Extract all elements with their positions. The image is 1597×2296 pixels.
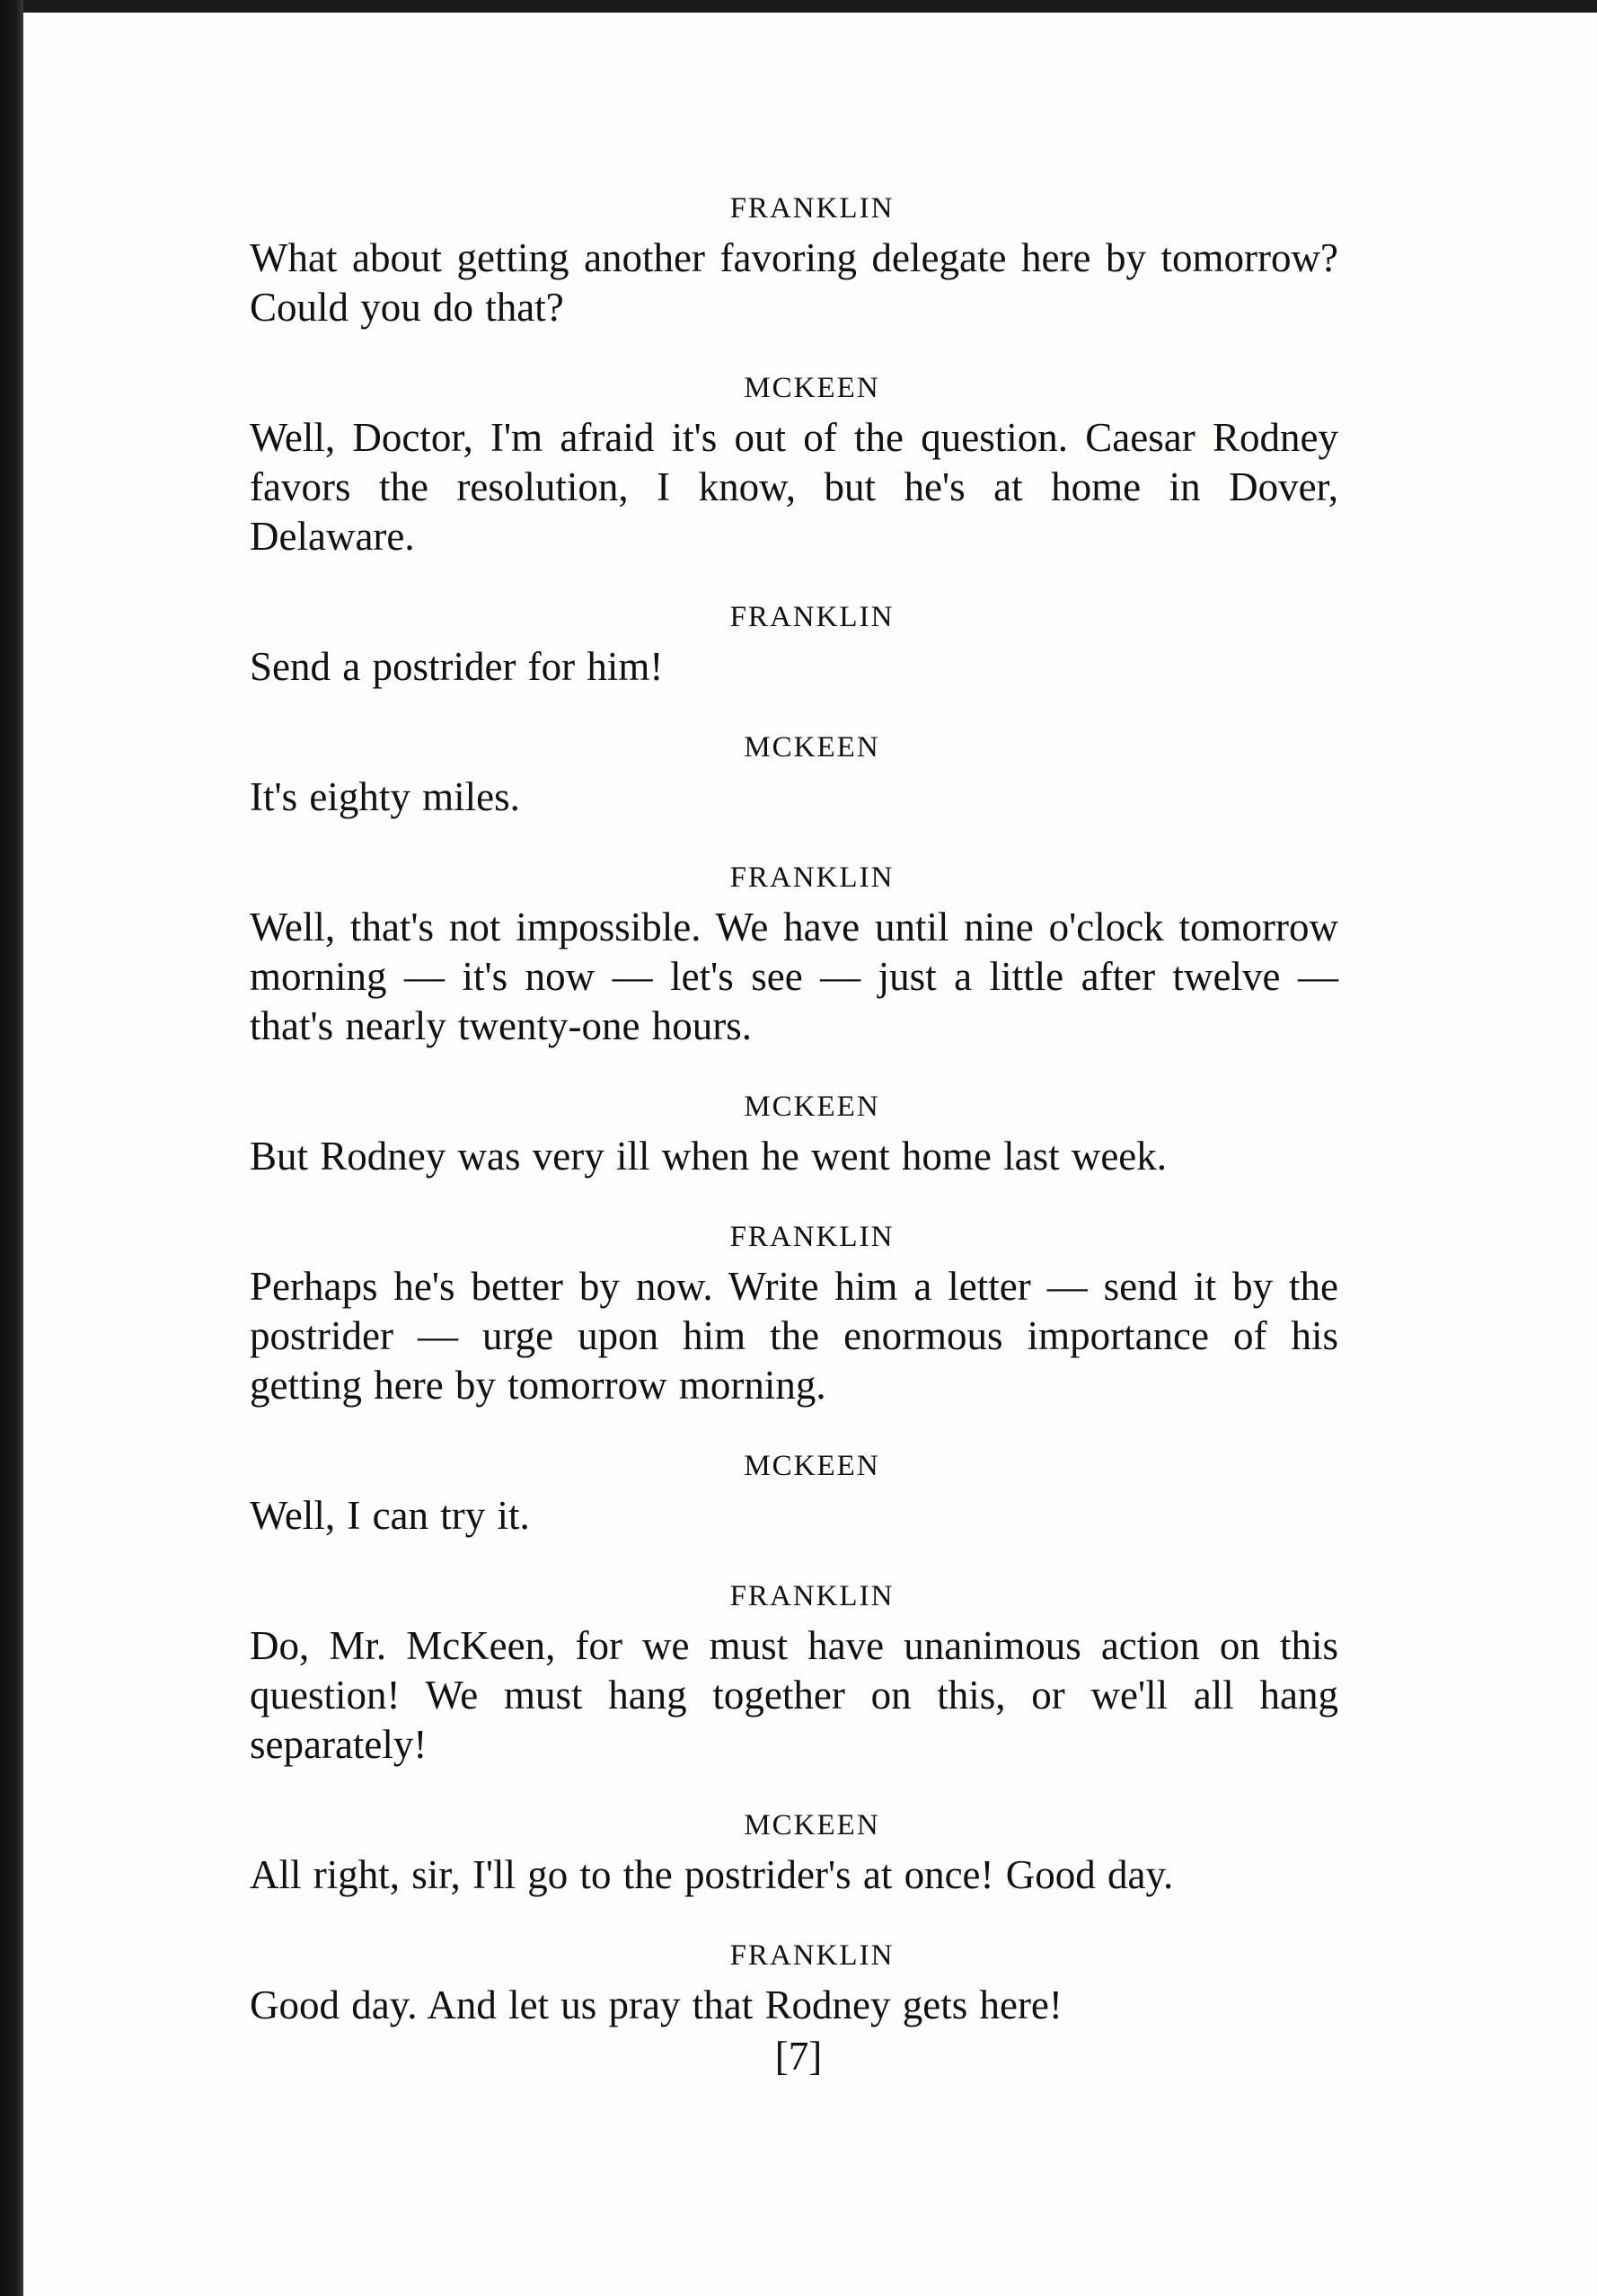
speaker-name: FRANKLIN <box>729 192 895 225</box>
left-scan-edge <box>0 0 23 2296</box>
dialogue-line: It's eighty miles. <box>250 774 520 819</box>
dialogue-line: But Rodney was very ill when he went home last week. <box>250 1134 1168 1179</box>
speaker-name: MCKEEN <box>744 372 880 404</box>
speaker-name: MCKEEN <box>744 731 880 764</box>
speaker-name: FRANKLIN <box>729 1221 895 1253</box>
speaker-name: MCKEEN <box>744 1450 880 1482</box>
speaker-name: FRANKLIN <box>729 861 895 894</box>
top-scan-edge <box>0 0 1597 13</box>
dialogue-line: Well, I can try it. <box>250 1493 530 1538</box>
speaker-name: MCKEEN <box>744 1091 880 1123</box>
speaker-name: FRANKLIN <box>729 1939 895 1972</box>
dialogue-line: Good day. And let us pray that Rodney gets here! <box>250 1983 1063 2027</box>
dialogue-line: Do, Mr. McKeen, for we must have unanimous action on this question! We must hang together on this, or we'll all hang separately! <box>250 1623 1338 1767</box>
dialogue-line: All right, sir, I'll go to the postrider's at once! Good day. <box>250 1852 1174 1897</box>
speaker-name: FRANKLIN <box>729 1580 895 1612</box>
dialogue-block <box>250 190 1338 2068</box>
speaker-name: MCKEEN <box>744 1809 880 1841</box>
dialogue-line: Well, Doctor, I'm afraid it's out of the question. Caesar Rodney favors the resolution, I know, but he's at home in Dover, Delaware. <box>250 415 1338 559</box>
dialogue-line: Well, that's not impossible. We have until nine o'clock tomorrow morning — it's now — let's see — just a little after twelve — that's nearly twenty-one hours. <box>250 905 1338 1048</box>
dialogue-line: What about getting another favoring delegate here by tomorrow? Could you do that? <box>250 235 1338 330</box>
dialogue-line: Send a postrider for him! <box>250 644 664 689</box>
page-number: [7] <box>774 2034 823 2079</box>
speaker-name: FRANKLIN <box>729 601 895 633</box>
dialogue-line: Perhaps he's better by now. Write him a letter — send it by the postrider — urge upon him the enormous importance of his getting here by tomorrow morning. <box>250 1264 1338 1408</box>
